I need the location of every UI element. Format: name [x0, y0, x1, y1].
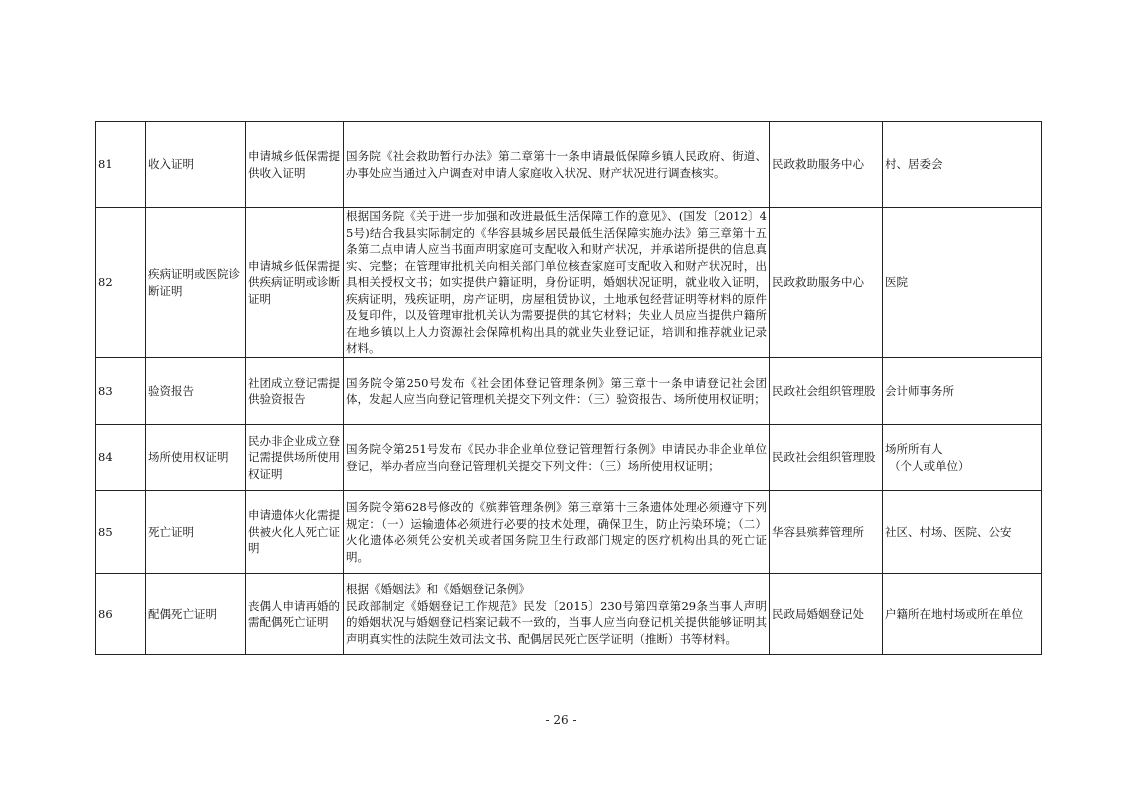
usage-situation: 申请城乡低保需提供疾病证明或诊断证明: [246, 208, 344, 358]
row-number: 81: [96, 122, 146, 208]
certificate-name: 疾病证明或医院诊断证明: [146, 208, 246, 358]
issuer-name: 医院: [885, 275, 908, 290]
issuing-authority: [883, 358, 1042, 425]
legal-basis-paragraph: 民政部制定《婚姻登记工作规范》民发〔2015〕230号第四章第29条当事人声明的婚姻状况与婚姻登记档案记载不一致的，当事人应当向登记机关提供能够证明其声明真实性的法院生效司法文书、配偶居民死亡医学证明（推断）书等材料。: [346, 598, 767, 646]
issuer-name: 社区、村场、医院、公安: [885, 524, 1012, 539]
row-number: 83: [96, 358, 146, 425]
issuer-name: 场所所有人: [885, 442, 943, 456]
certificate-name: 收入证明: [146, 122, 246, 208]
legal-basis-paragraph: 国务院令第251号发布《民办非企业单位登记管理暂行条例》申请民办非企业单位登记，举办者应当向登记管理机关提交下列文件：（三）场所使用权证明；: [346, 442, 767, 473]
issuing-authority: [883, 425, 1042, 491]
table-row: [96, 122, 1042, 208]
legal-basis-paragraph: 国务院令第250号发布《社会团体登记管理条例》第三章十一条申请登记社会团体，发起人应当向登记管理机关提交下列文件：（三）验资报告、场所使用权证明；: [346, 375, 767, 406]
usage-situation: 申请遗体火化需提供被火化人死亡证明: [246, 491, 344, 574]
issuer-name: 户籍所在地村场或所在单位: [885, 606, 1023, 621]
certificate-name: 配偶死亡证明: [146, 574, 246, 655]
row-number: 85: [96, 491, 146, 574]
legal-basis: [344, 574, 770, 655]
legal-basis: [344, 208, 770, 358]
legal-basis-paragraph: 根据国务院《关于进一步加强和改进最低生活保障工作的意见》、(国发〔2012〕45号)结合我县实际制定的《华容县城乡居民最低生活保障实施办法》第三章第十五条第二点申请人应当书面声明家庭可支配收入和财产状况，并承诺所提供的信息真实、完整；在管理审批机关向相关部门单位核查家庭可支配收入和财产状况时，出具相关授权文书；如实提供户籍证明，身份证明，婚姻状况证明，就业收入证明，疾病证明，残疾证明，房产证明，房屋租赁协议，土地承包经营证明等材料的原件及复印件，以及管理审批机关认为需要提供的其它材料；失业人员应当提供户籍所在地乡镇以上人力资源社会保障机构出具的就业失业登记证，培训和推荐就业记录材料。: [346, 209, 767, 356]
table-row: [96, 425, 1042, 491]
table-row: [96, 208, 1042, 358]
legal-basis-paragraph: 国务院《社会救助暂行办法》第二章第十一条申请最低保障乡镇人民政府、街道、办事处应当通过入户调查对申请人家庭收入状况、财产状况进行调查核实。: [346, 149, 767, 180]
certificate-table: [95, 121, 1042, 655]
legal-basis: [344, 425, 770, 491]
issuer-note: （个人或单位）: [889, 458, 970, 473]
certificate-name: 场所使用权证明: [146, 425, 246, 491]
issuer-name: 会计师事务所: [885, 383, 954, 398]
legal-basis: [344, 358, 770, 425]
handling-department: 民政救助服务中心: [770, 122, 883, 208]
issuer-name: 村、居委会: [885, 157, 943, 172]
table-row: [96, 358, 1042, 425]
certificate-name: 验资报告: [146, 358, 246, 425]
issuing-authority: [883, 574, 1042, 655]
legal-basis: [344, 491, 770, 574]
usage-situation: 社团成立登记需提供验资报告: [246, 358, 344, 425]
usage-situation: 民办非企业成立登记需提供场所使用权证明: [246, 425, 344, 491]
legal-basis-paragraph: 根据《婚姻法》和《婚姻登记条例》: [346, 582, 530, 596]
handling-department: 民政救助服务中心: [770, 208, 883, 358]
legal-basis-paragraph: 国务院令第628号修改的《殡葬管理条例》第三章第十三条遗体处理必须遵守下列规定：（一）运输遗体必须进行必要的技术处理，确保卫生，防止污染环境；（二）火化遗体必须凭公安机关或者国务院卫生行政部门规定的医疗机构出具的死亡证明。: [346, 500, 767, 564]
page-number: - 26 -: [545, 713, 577, 727]
handling-department: 民政社会组织管理股: [770, 358, 883, 425]
handling-department: 民政社会组织管理股: [770, 425, 883, 491]
row-number: 82: [96, 208, 146, 358]
handling-department: 民政局婚姻登记处: [770, 574, 883, 655]
table-row: [96, 491, 1042, 574]
table-row: [96, 574, 1042, 655]
issuing-authority: [883, 122, 1042, 208]
legal-basis: [344, 122, 770, 208]
certificate-name: 死亡证明: [146, 491, 246, 574]
row-number: 84: [96, 425, 146, 491]
row-number: 86: [96, 574, 146, 655]
issuing-authority: [883, 491, 1042, 574]
issuing-authority: [883, 208, 1042, 358]
handling-department: 华容县殡葬管理所: [770, 491, 883, 574]
usage-situation: 丧偶人申请再婚的需配偶死亡证明: [246, 574, 344, 655]
usage-situation: 申请城乡低保需提供收入证明: [246, 122, 344, 208]
certificate-table-body: [96, 122, 1042, 655]
